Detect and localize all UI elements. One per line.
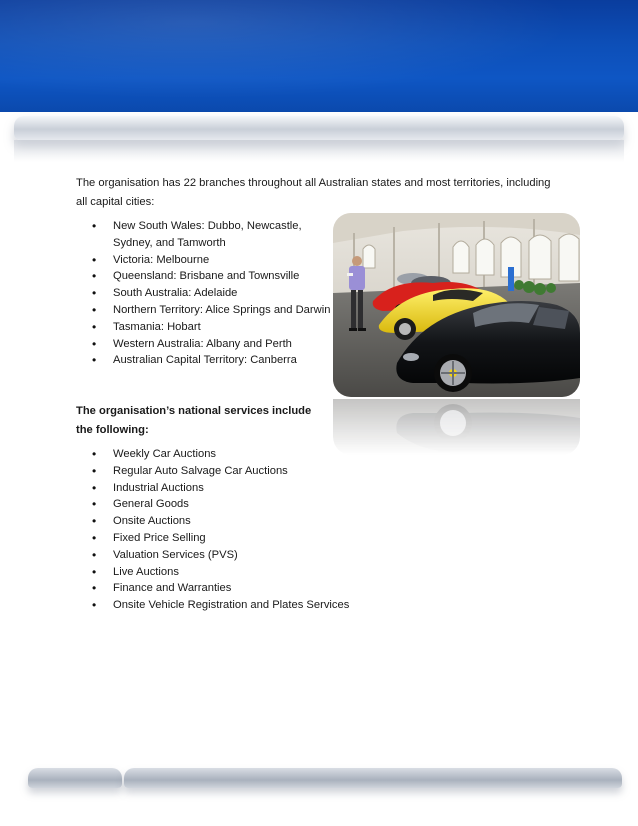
showroom-photo [333,213,580,397]
header-band [0,0,638,112]
branch-city-list [76,218,338,369]
list-item: • Valuation Services (PVS) [76,547,376,564]
list-item: • General Goods [76,496,376,513]
showroom-illustration [333,213,580,397]
list-item: • New South Wales: Dubbo, Newcastle, Sydney, and Tamworth [76,218,338,252]
list-item: • Regular Auto Salvage Car Auctions [76,463,376,480]
services-list [76,446,376,614]
list-item: • Queensland: Brisbane and Townsville [76,268,338,285]
list-item: • Weekly Car Auctions [76,446,376,463]
list-item: • Industrial Auctions [76,480,376,497]
list-item: • Finance and Warranties [76,580,376,597]
header-divider-shadow [14,140,624,162]
list-item: • Fixed Price Selling [76,530,376,547]
list-item: • Live Auctions [76,564,376,581]
list-item: • Onsite Vehicle Registration and Plates Services [76,597,376,614]
header-divider-bar [14,116,624,140]
list-item: • Tasmania: Hobart [76,319,338,336]
list-item: • Victoria: Melbourne [76,252,338,269]
footer-page-tab [28,768,122,788]
list-item: • Northern Territory: Alice Springs and Darwin [76,302,338,319]
intro-paragraph: The organisation has 22 branches throughout all Australian states and most territories, including all capital cities: [76,177,551,208]
services-heading: The organisation’s national services include the following: [76,405,312,436]
list-item: • South Australia: Adelaide [76,285,338,302]
list-item: • Australian Capital Territory: Canberra [76,352,338,369]
list-item: • Western Australia: Albany and Perth [76,336,338,353]
footer-divider-bar [124,768,622,788]
list-item: • Onsite Auctions [76,513,376,530]
